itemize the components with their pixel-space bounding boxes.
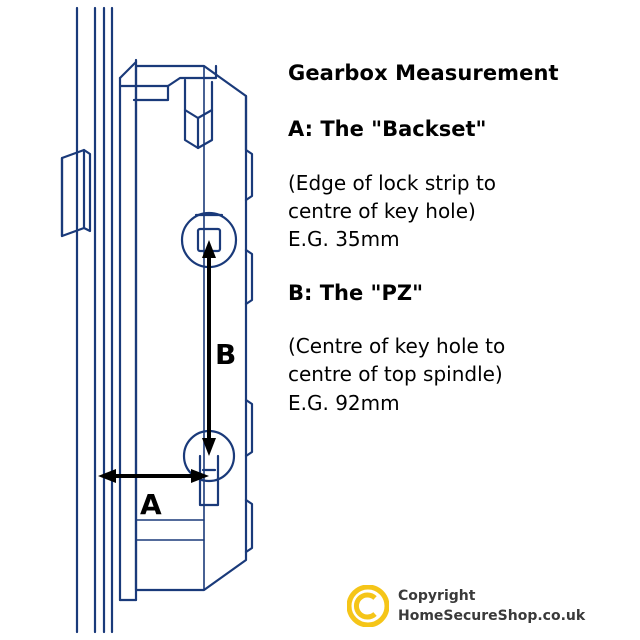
latch-detail <box>136 520 204 540</box>
copyright-icon <box>347 585 389 627</box>
section-a-line-3: E.G. 35mm <box>288 227 400 252</box>
section-a-line-1: (Edge of lock strip to <box>288 170 497 195</box>
copyright-line-1: Copyright <box>398 587 476 604</box>
page-title: Gearbox Measurement <box>288 61 559 85</box>
legend-text-panel <box>288 60 628 443</box>
copyright-line-2: HomeSecureShop.co.uk <box>398 608 586 624</box>
section-a-line-2: centre of key hole) <box>288 198 476 223</box>
section-b-heading: B: The "PZ" <box>288 280 424 305</box>
copyright-block <box>347 585 585 627</box>
measurement-label-b: B <box>215 338 237 371</box>
section-b-line-3: E.G. 92mm <box>288 390 400 415</box>
section-a-body <box>288 169 628 254</box>
section-b-line-1: (Centre of key hole to <box>288 333 506 358</box>
measurement-label-a: A <box>140 488 162 521</box>
section-a-heading: A: The "Backset" <box>288 117 487 142</box>
lock-faceplate <box>120 60 136 600</box>
section-b-body <box>288 332 628 417</box>
section-b-line-2: centre of top spindle) <box>288 362 503 387</box>
copyright-text <box>398 586 585 627</box>
measurement-arrow-a <box>98 469 209 483</box>
